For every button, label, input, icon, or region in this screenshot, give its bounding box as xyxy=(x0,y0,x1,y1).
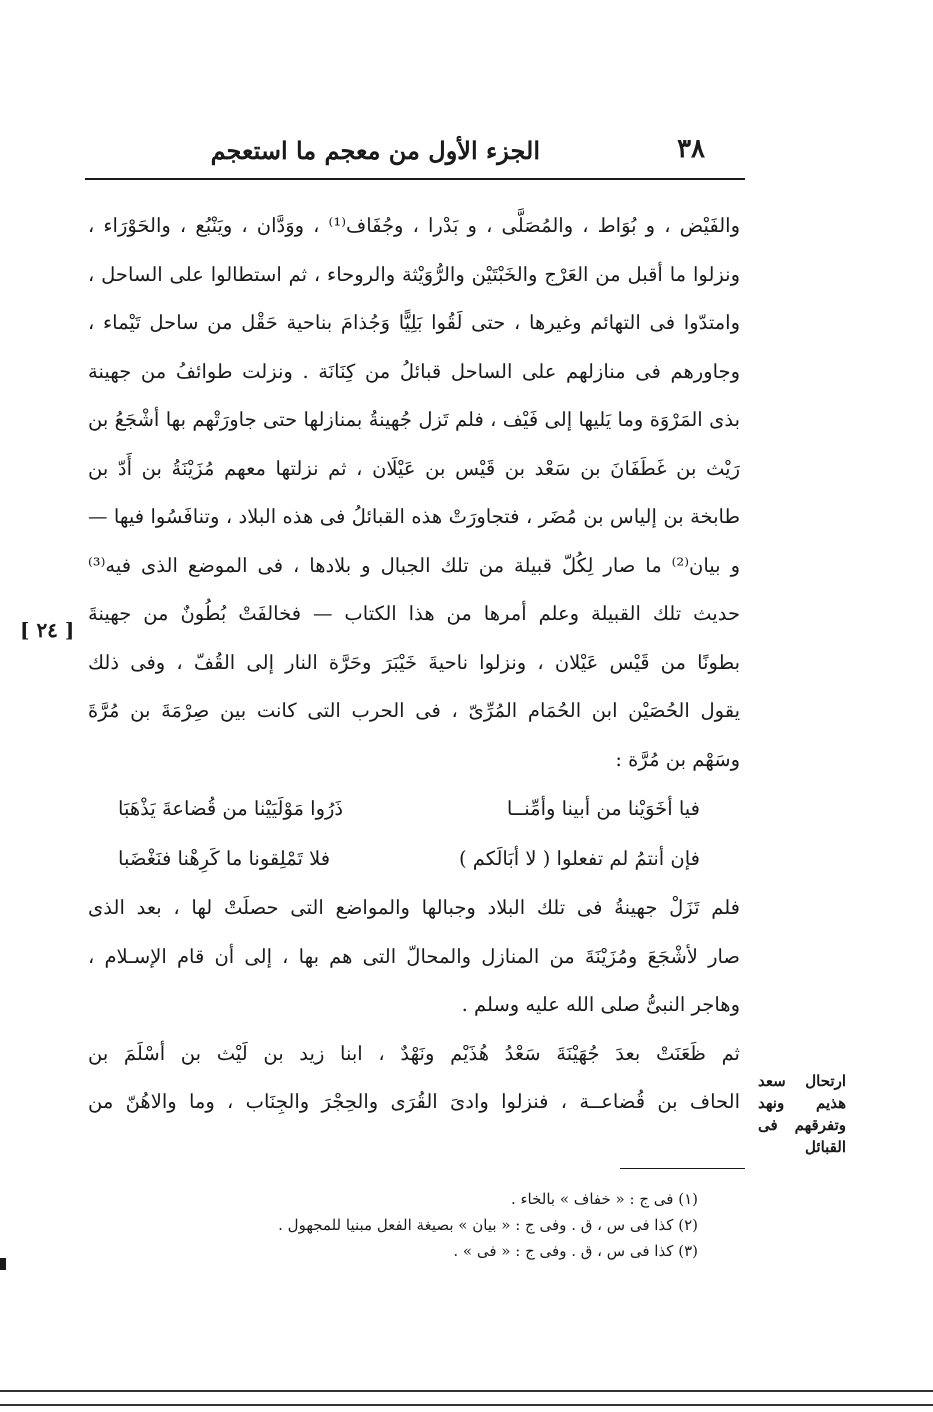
text-line: يقول الحُصَيْن ابن الحُمَام المُرِّىّ ، فى الحرب التى كانت بين صِرْمَةَ بن مُرَّةَ xyxy=(88,699,740,722)
text-line: صار لأشْجَعَ ومُزَيْنَةَ من المنازل والمحالّ التى هم بها ، إلى أن قام الإسـلام ، xyxy=(88,944,740,968)
margin-side-note: ارتحال سعد هذيم ونهد وتفرقهم فى القبائل xyxy=(758,1072,846,1156)
page-number: ٣٨ xyxy=(677,134,705,164)
running-head: الجزء الأول من معجم ما استعجم xyxy=(210,136,540,165)
text-line: فلم تَزَلْ جهينةُ فى تلك البلاد وجبالها والمواضع التى حصلَتْ لها ، بعد الذى xyxy=(88,896,740,919)
text-line: الحاف بن قُضاعــة ، فنزلوا وادىَ القُرَى والحِجْرَ والجِنَاب ، وما والاهُنّ من xyxy=(88,1090,740,1113)
verse-first-hemistich: فيا أخَوَيْنا من أبينا وأمِّنــا xyxy=(506,797,700,820)
text-line: والفَيْض ، و بُوَاط ، والمُصَلَّى ، و بَدْرا ، وجُفَاف⁽¹⁾ ، ووَدَّان ، ويَنْبُع ، والحَوْرَاء ، xyxy=(88,214,740,237)
text-line: رَيْث بن غَطَفَانَ بن سَعْد بن قَيْس بن عَيْلَان ، ثم نزلتها معهم مُزَيْنَةُ بن أَدّ بن xyxy=(88,456,740,480)
scan-mark xyxy=(0,1258,6,1270)
footnote-rule xyxy=(620,1168,745,1169)
bottom-edge-rule xyxy=(0,1404,933,1406)
text-line: وامتدّوا فى التهائم وغيرها ، حتى لَقُوا بَلِيًّا وَجُذامَ بناحية حَقْل من ساحل تَيْماء ، xyxy=(88,311,740,334)
verse-second-hemistich: فلا تَمْلِقونا ما كَرِهْنا فنَغْضَبا xyxy=(118,847,331,870)
poem-verse xyxy=(88,834,740,884)
verse-second-hemistich: ذَرُوا مَوْلَيَيْنا من قُضاعةَ يَذْهَبَا xyxy=(118,797,344,820)
poem-verse xyxy=(88,784,740,834)
footnote: (٣) كذا فى س ، ق . وفى ج : « فى » . xyxy=(453,1242,698,1260)
footnote: (١) فى ج : « خفاف » بالخاء . xyxy=(510,1190,698,1208)
text-line: ونزلوا ما أقبل من العَرْج والخَبْتَيْن والرُّوَيْثة والروحاء ، ثم استطالوا على الساحل ، xyxy=(88,262,740,286)
text-line: ثم ظَعَنَتْ بعدَ جُهَيْنَةَ سَعْدُ هُذَيْم ونَهْدٌ ، ابنا زيد بن لَيْث بن أسْلَمَ بن xyxy=(88,1041,740,1065)
footnote: (٢) كذا فى س ، ق . وفى ج : « بيان » بصيغة الفعل مبنيا للمجهول . xyxy=(278,1216,698,1234)
page-header xyxy=(85,130,745,176)
verse-first-hemistich: فإن أنتمُ لم تفعلوا ( لا أبَالَكم ) xyxy=(458,847,700,870)
footnotes xyxy=(278,1186,698,1264)
text-line: حديث تلك القبيلة وعلم أمرها من هذا الكتاب — فخالفَتْ بُطُونٌ من جهينةَ xyxy=(88,602,740,625)
text-line: وهاجر النبىُّ صلى الله عليه وسلم . xyxy=(461,993,740,1016)
text-line: بطونًا من قَيْس عَيْلان ، ونزلوا ناحيةَ خَيْبَرَ وحَرَّة النار إلى القُفّ ، وفى ذلك xyxy=(88,650,740,674)
header-rule xyxy=(85,178,745,180)
text-line: بذى المَرْوَة وما يَليها إلى فَيْف ، فلم تَزل جُهينةُ بمنازلها حتى جاورَتْهم بها أشْجَعُ بن xyxy=(88,408,740,431)
margin-page-marker: [ ٢٤ ] xyxy=(20,618,75,642)
text-line: وسَهْم بن مُرَّة : xyxy=(615,747,740,771)
text-line: وجاورهم فى منازلهم على الساحل قبائلُ من كِنَانَة . ونزلت طوائفُ من جهينة xyxy=(88,359,740,383)
text-line: طابخة بن إلياس بن مُضَر ، فتجاورَتْ هذه القبائلُ فى هذه البلاد ، وتنافَسُوا فيها — xyxy=(88,505,740,528)
body-text xyxy=(88,202,740,1127)
text-line: و بيان⁽²⁾ ما صار لِكُلّ قبيلة من تلك الجبال و بلادها ، فى الموضع الذى فيه⁽³⁾ xyxy=(88,553,740,577)
bottom-edge-rule xyxy=(0,1390,933,1392)
